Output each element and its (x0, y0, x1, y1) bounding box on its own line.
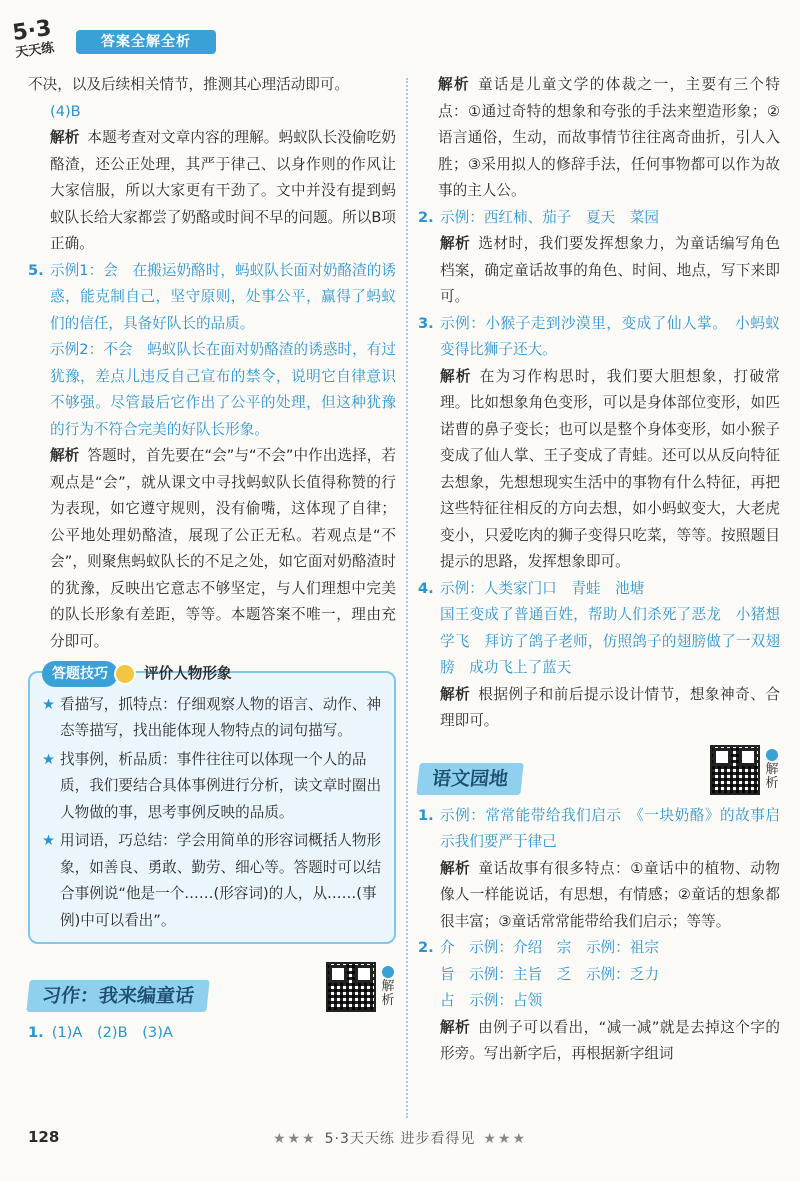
y1-analysis (440, 856, 780, 936)
tip-title: 评价人物形象 (144, 665, 232, 682)
analysis-tag: 解析 (440, 685, 471, 703)
analysis-tag: 解析 (50, 129, 80, 146)
lightbulb-icon (114, 663, 136, 685)
q2-block (418, 205, 780, 311)
star-icon: ★ (42, 832, 56, 849)
qr-code-block[interactable] (326, 962, 396, 1012)
analysis-tag: 解析 (440, 367, 472, 385)
y2-line: 旨 示例：主旨 乏 示例：乏力 (440, 965, 659, 983)
stars-left: ★★★ (272, 1131, 317, 1147)
tip-item (42, 747, 382, 827)
y2-analysis (440, 1015, 780, 1068)
footer-slogan (0, 1128, 800, 1148)
a1-analysis (418, 72, 780, 205)
q4-answer: 示例：人类家门口 青蛙 池塘 (440, 579, 645, 597)
q3-analysis-text: 在为习作构思时，我们要大胆想象，打破常理。比如想象角色变形，可以是身体部位变形，如匹诺曹的鼻子变长；也可以是整个身体变形，如小猴子变成了仙人掌、王子变成了青蛙。还可以从反向特征去想象，先想想现实生活中的事物有什么特征，再把这些特征往相反的方向去想，如小蚂蚁变大，大老虎变小，只爱吃肉的狮子变得只吃菜，等等。按照题目提示的思路，发挥想象即可。 (440, 367, 780, 570)
a1-analysis-text: 童话是儿童文学的体裁之一，主要有三个特点：①通过奇特的想象和夸张的手法来塑造形象；②语言通俗，生动，而故事情节往往离奇曲折，引人入胜；③采用拟人的修辞手法，任何事物都可以作为故事的主人公。 (438, 76, 780, 199)
section-header-garden (418, 745, 780, 795)
tip-header (42, 661, 382, 688)
section-title: 语文园地 (416, 763, 523, 795)
q2-analysis-text: 选材时，我们要发挥想象力，为童话编写角色档案，确定童话故事的角色、时间、地点，写下来即可。 (440, 235, 780, 305)
star-icon: ★ (42, 695, 56, 713)
q5-example2: 示例2：不会 蚂蚁队长在面对奶酪渣的诱惑时，有过犹豫，差点儿违反自己宣布的禁令，说明它自律意识不够强。尽管最后它作出了公平的处理，但这种犹豫的行为不符合完美的好队长形象。 (50, 341, 396, 438)
q4-answer-plot: 国王变成了普通百姓，帮助人们杀死了恶龙 小猪想学飞 拜访了鸽子老师，仿照鸽子的翅膀做了一双翅膀 成功飞上了蓝天 (440, 606, 780, 676)
q3-number: 3. (418, 314, 434, 332)
qr-code-icon[interactable] (710, 745, 760, 795)
q4-analysis (28, 125, 396, 258)
analysis-tag: 解析 (440, 859, 471, 877)
q5-block (28, 258, 396, 656)
q1-answer: (1)A (2)B (3)A (51, 1024, 173, 1041)
tip-text: 看描写，抓特点：仔细观察人物的语言、动作、神态等描写，找出能体现人物特点的词句描写。 (60, 695, 382, 739)
left-column (28, 72, 396, 1047)
y1-number: 1. (418, 806, 434, 824)
q2-answer: 示例：西红柿、茄子 夏天 菜园 (440, 208, 659, 226)
section-header-writing (28, 962, 396, 1012)
q4-answer: (4)B (50, 102, 81, 120)
page-footer (0, 1128, 800, 1158)
q5-example1: 示例1：会 在搬运奶酪时，蚂蚁队长面对奶酪渣的诱惑，能克制自己，坚守原则，处事公平，赢得了蚂蚁们的信任，具备好队长的品质。 (50, 261, 396, 332)
header-badge: 答案全解全析 (76, 30, 216, 54)
y2-analysis-text: 由例子可以看出，“减一减”就是去掉这个字的形旁。写出新字后，再根据新字组词 (440, 1018, 780, 1062)
page-number: 128 (28, 1128, 60, 1146)
y2-line: 占 示例：占领 (440, 992, 543, 1009)
play-icon (382, 966, 394, 978)
tip-text: 用词语，巧总结：学会用简单的形容词概括人物形象，如善良、勇敢、勤劳、细心等。答题时可以结合事例说“他是一个……(形容词)的人，从……(事例)中可以看出”。 (60, 832, 382, 929)
q2-number: 2. (418, 208, 434, 226)
q1-number: 1. (28, 1024, 44, 1041)
q4-analysis (440, 682, 780, 735)
q4-analysis-text: 根据例子和前后提示设计情节，想象神奇、合理即可。 (440, 685, 780, 729)
q5-number: 5. (28, 261, 44, 279)
stars-right: ★★★ (483, 1131, 528, 1147)
q4-number: 4. (418, 579, 434, 597)
tip-item (42, 692, 382, 745)
slogan-text: 5·3天天练 进步看得见 (324, 1131, 476, 1147)
y1-analysis-text: 童话故事有很多特点：①童话中的植物、动物像人一样能说话，有思想，有情感；②童话的想象都很丰富；③童话常常能带给我们启示；等等。 (440, 859, 780, 930)
tip-item (42, 828, 382, 934)
analysis-tag: 解析 (440, 235, 471, 252)
y2-line: 介 示例：介绍 宗 示例：祖宗 (440, 939, 659, 956)
q3-block (418, 311, 780, 576)
tip-badge: 答题技巧 (42, 661, 118, 687)
y2-number: 2. (418, 939, 434, 956)
section-title: 习作：我来编童话 (26, 980, 209, 1012)
analysis-tag: 解析 (438, 76, 470, 93)
qr-code-icon[interactable] (326, 962, 376, 1012)
paragraph-continued: 不决，以及后续相关情节，推测其心理活动即可。 (28, 76, 350, 93)
column-divider (406, 78, 408, 1118)
q3-analysis (440, 364, 780, 576)
play-icon (766, 749, 778, 761)
y1-answer: 示例：常常能带给我们启示 《一块奶酪》的故事启示我们要严于律己 (440, 806, 780, 850)
logo-line2: 天天练 (14, 40, 56, 61)
analysis-tag: 解析 (50, 447, 80, 464)
q5-analysis (50, 443, 396, 655)
qr-label: 解析 (380, 966, 396, 1008)
analysis-tag: 解析 (440, 1018, 471, 1036)
brand-logo (11, 16, 74, 66)
tip-box (28, 665, 396, 944)
y1-block (418, 803, 780, 936)
qr-label: 解析 (764, 749, 780, 791)
q4-block (418, 576, 780, 735)
star-icon: ★ (42, 750, 56, 768)
y2-block (418, 935, 780, 1068)
writing-q1 (28, 1020, 396, 1047)
q2-analysis (440, 231, 780, 311)
tip-text: 找事例，析品质：事件往往可以体现一个人的品质，我们要结合具体事例进行分析，读文章时圈出人物做的事，思考事例反映的品质。 (60, 750, 382, 821)
qr-code-block[interactable] (710, 745, 780, 795)
logo-line1: 5·3 (10, 15, 54, 47)
q4-analysis-text: 本题考查对文章内容的理解。蚂蚁队长没偷吃奶酪渣，还公正处理，其严于律己、以身作则的作风让大家信服，所以大家更有干劲了。文中并没有提到蚂蚁队长给大家都尝了奶酪或时间不早的问题。所以B项正确。 (50, 129, 396, 252)
q5-analysis-text: 答题时，首先要在“会”与“不会”中作出选择，若观点是“会”，就从课文中寻找蚂蚁队长值得称赞的行为表现，如它遵守规则，没有偷嘴，这体现了自律；公平地处理奶酪渣，展现了公正无私。若观点是“不会”，则聚焦蚂蚁队长的不足之处，如它面对奶酪渣时的犹豫，反映出它意志不够坚定，与人们理想中完美的队长形象有差距，等等。本题答案不唯一，理由充分即可。 (50, 447, 396, 650)
q3-answer: 示例：小猴子走到沙漠里，变成了仙人掌。 小蚂蚁变得比狮子还大。 (440, 314, 780, 358)
right-column (418, 72, 780, 1068)
page-header (0, 0, 800, 61)
